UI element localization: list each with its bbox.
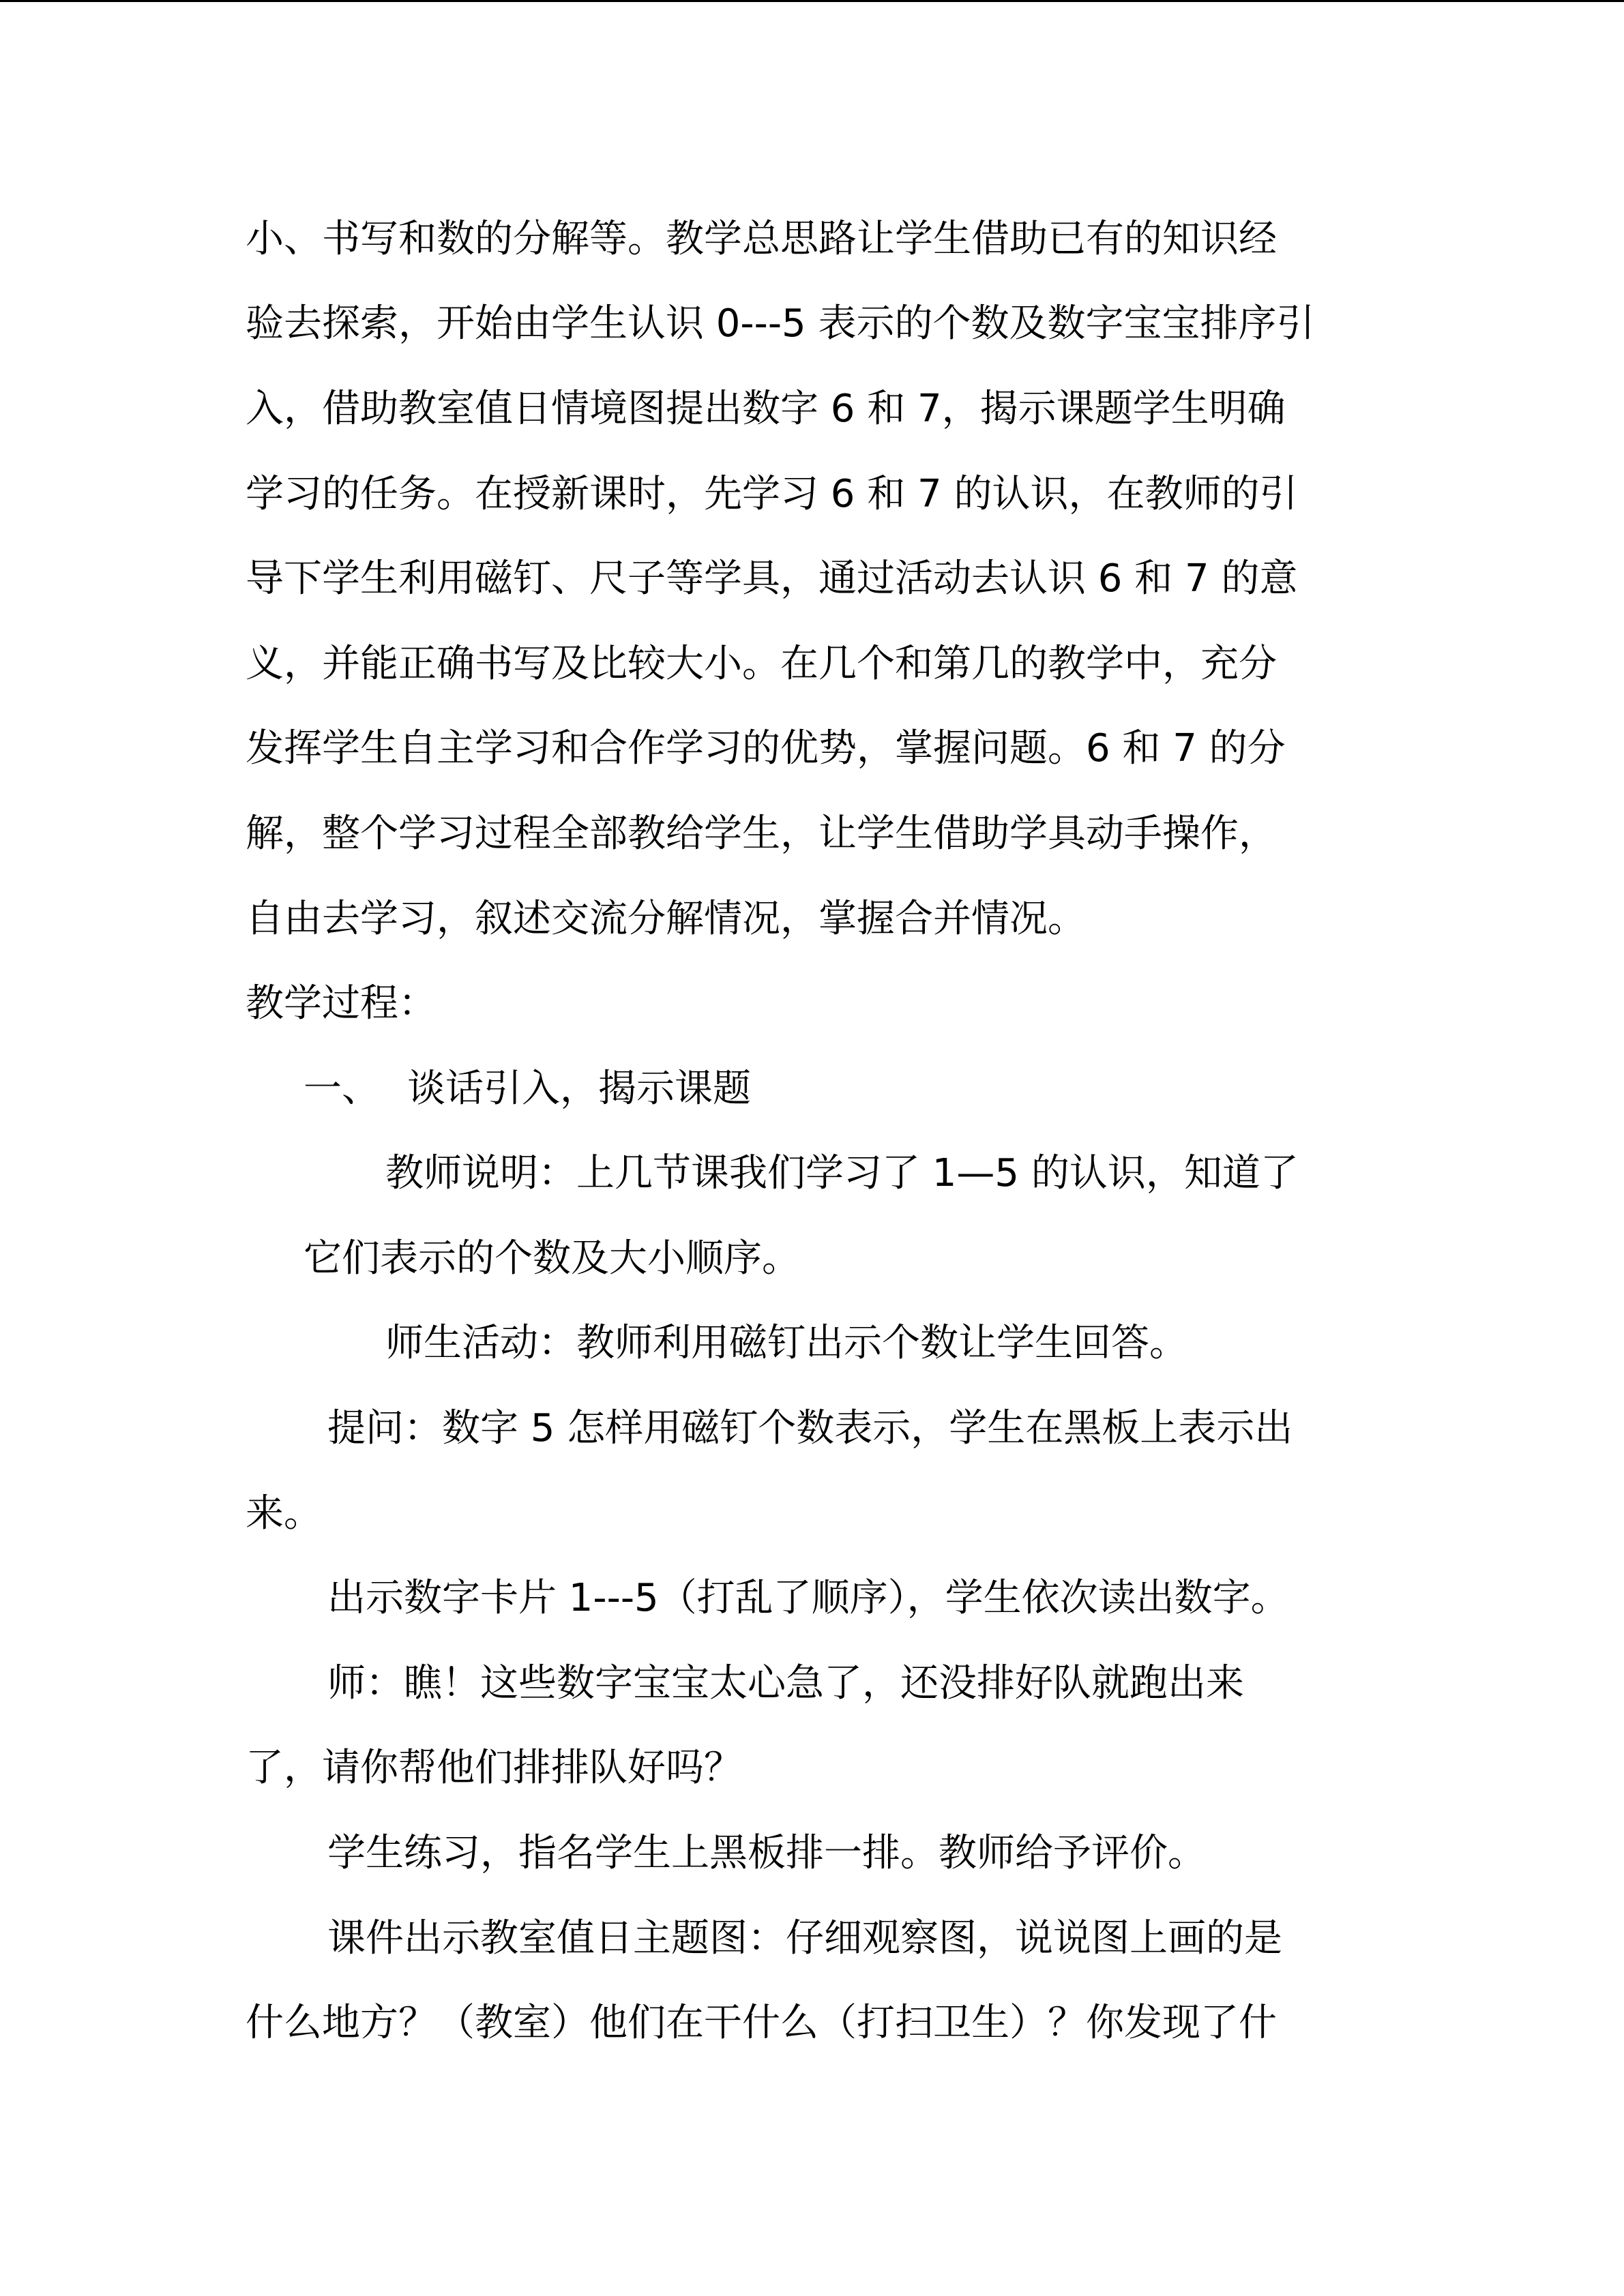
body-line: 教师说明：上几节课我们学习了 1—5 的认识，知道了 — [385, 1151, 1299, 1195]
section-number: 一、 — [304, 1067, 380, 1111]
paragraph-line: 学习的任务。在授新课时，先学习 6 和 7 的认识，在教师的引 — [246, 472, 1298, 516]
paragraph-line: 入，借助教室值日情境图提出数字 6 和 7，揭示课题学生明确 — [246, 387, 1286, 431]
body-line: 什么地方？（教室）他们在干什么（打扫卫生）？你发现了什 — [246, 2001, 1277, 2045]
paragraph-line: 验去探索，开始由学生认识 0---5 表示的个数及数字宝宝排序引 — [246, 301, 1315, 346]
body-line: 它们表示的个数及大小顺序。 — [304, 1236, 800, 1281]
section-heading — [304, 1065, 751, 1113]
body-line: 来。 — [246, 1491, 322, 1536]
body-line: 提问：数字 5 怎样用磁钉个数表示，学生在黑板上表示出 — [327, 1406, 1293, 1450]
paragraph-line: 发挥学生自主学习和合作学习的优势，掌握问题。6 和 7 的分 — [246, 726, 1286, 771]
paragraph-line: 自由去学习，叙述交流分解情况，掌握合并情况。 — [246, 897, 1086, 941]
section-title: 谈话引入，揭示课题 — [407, 1067, 751, 1111]
paragraph-line: 解，整个学习过程全部教给学生，让学生借助学具动手操作， — [246, 811, 1277, 856]
paragraph-line: 小、书写和数的分解等。教学总思路让学生借助已有的知识经 — [246, 217, 1277, 261]
body-line: 师：瞧！这些数字宝宝太心急了，还没排好队就跑出来 — [327, 1661, 1244, 1705]
body-line: 课件出示教室值日主题图：仔细观察图，说说图上画的是 — [327, 1916, 1282, 1960]
body-line: 学生练习，指名学生上黑板排一排。教师给予评价。 — [327, 1831, 1206, 1875]
paragraph-line: 导下学生利用磁钉、尺子等学具，通过活动去认识 6 和 7 的意 — [246, 556, 1298, 601]
paragraph-line: 义，并能正确书写及比较大小。在几个和第几的教学中，充分 — [246, 642, 1277, 686]
body-line: 了，请你帮他们排排队好吗？ — [246, 1746, 742, 1790]
body-line: 师生活动：教师利用磁钉出示个数让学生回答。 — [385, 1321, 1187, 1365]
body-line: 出示数字卡片 1---5（打乱了顺序），学生依次读出数字。 — [327, 1576, 1289, 1620]
heading-teaching-process: 教学过程： — [246, 981, 437, 1026]
